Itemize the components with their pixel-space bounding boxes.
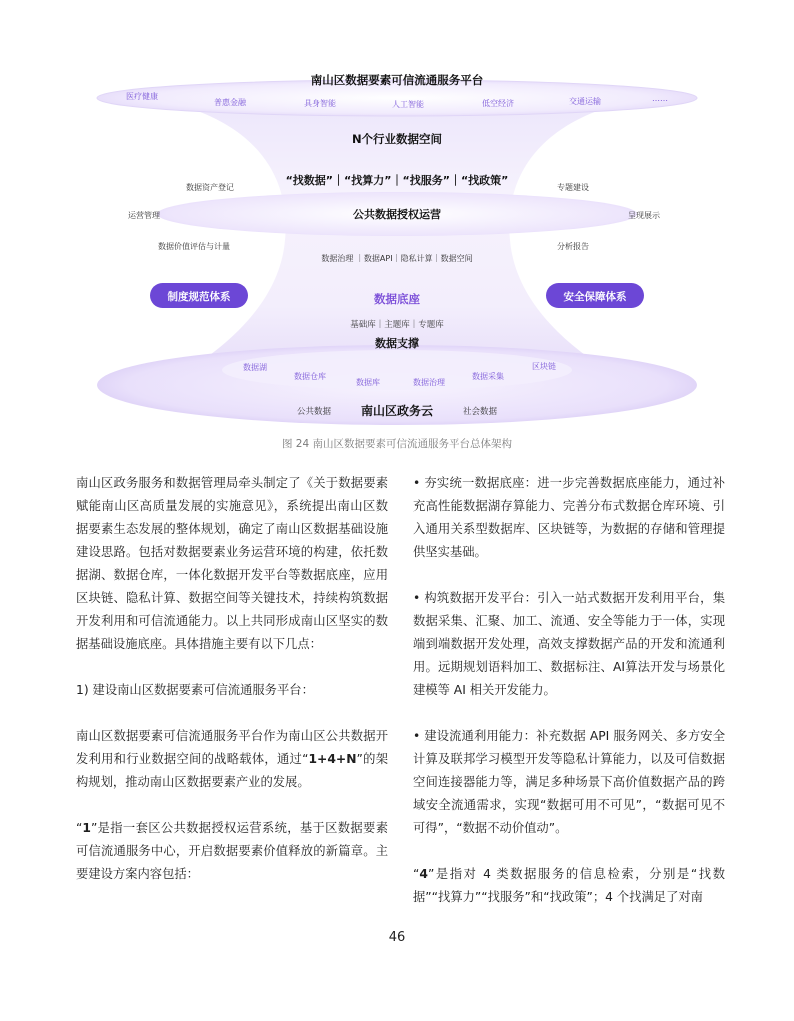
- section-heading: 1) 建设南山区数据要素可信流通服务平台：: [76, 683, 314, 697]
- paragraph: 南山区数据要素可信流通服务平台作为南山区公共数据开发利用和行业数据空间的战略载体，通过“1+4+N”的架构规划，推动南山区数据要素产业的发展。: [76, 729, 388, 789]
- data-support-title: 数据支撑: [375, 337, 419, 350]
- paragraph: “1”是指一套区公共数据授权运营系统，基于区数据要素可信流通服务中心，开启数据要素价值释放的新篇章。主要建设方案内容包括：: [76, 821, 388, 881]
- social-data-label: 社会数据: [462, 407, 498, 417]
- left-column: [76, 472, 388, 909]
- bottom-ring-item: 数据治理: [413, 378, 445, 387]
- bottom-ring-item: 数据库: [356, 378, 380, 387]
- bullet-item: • 建设流通利用能力：补充数据 API 服务网关、多方安全计算及联邦学习模型开发等隐私计算能力，以及可信数据空间连接器能力等，满足多种场景下高价值数据产品的跨域安全流通需求，实现“数据可用不可见”，“数据可见不可得”，“数据不动价值动”。: [413, 729, 725, 835]
- right-label: 专题建设: [557, 183, 589, 192]
- top-ring-item: 医疗健康: [126, 92, 158, 101]
- page-number: 46: [388, 930, 406, 945]
- right-label: 分析报告: [557, 242, 589, 251]
- right-pill-label: 安全保障体系: [563, 291, 627, 303]
- top-ring-item: 交通运输: [569, 97, 601, 106]
- diagram-title: 南山区数据要素可信流通服务平台: [310, 73, 484, 87]
- right-label: 呈现展示: [628, 211, 660, 220]
- public-data-label: 公共数据: [296, 407, 332, 417]
- paragraph: “4”是指对 4 类数据服务的信息检索，分别是“找数据”“找算力”“找服务”和“找政策”；4 个找满足了对南: [413, 867, 725, 904]
- four-finds: “找数据”｜“找算力”｜“找服务”｜“找政策”: [285, 174, 509, 187]
- gov-cloud-title: 南山区政务云: [360, 404, 434, 418]
- data-base-title: 数据底座: [374, 292, 420, 306]
- bottom-ring-item: 数据采集: [472, 372, 504, 381]
- top-ring-item: 人工智能: [392, 100, 424, 109]
- n-industry-title: N个行业数据空间: [351, 132, 443, 146]
- figure-caption: 图 24 南山区数据要素可信流通服务平台总体架构: [281, 438, 513, 450]
- libs-row: 基础库｜主题库｜专题库: [350, 320, 444, 330]
- top-ring-item: ……: [652, 94, 668, 103]
- bottom-ring-item: 区块链: [532, 362, 556, 371]
- bullet-item: • 夯实统一数据底座：进一步完善数据底座能力，通过补充高性能数据湖存算能力、完善分布式数据仓库环境、引入通用关系型数据库、区块链等，为数据的存储和管理提供坚实基础。: [413, 476, 725, 559]
- bottom-ring-item: 数据湖: [243, 363, 267, 372]
- left-label: 数据资产登记: [186, 183, 234, 192]
- architecture-diagram: [0, 0, 794, 430]
- tech-row: 数据治理 ｜数据API｜隐私计算｜数据空间: [321, 254, 473, 263]
- base-inner-ring: [222, 350, 572, 390]
- top-ring-item: 具身智能: [304, 99, 336, 108]
- top-ring-item: 低空经济: [482, 99, 514, 108]
- left-label: 数据价值评估与计量: [158, 242, 230, 251]
- left-pill-label: 制度规范体系: [167, 291, 231, 303]
- paragraph: 南山区政务服务和数据管理局牵头制定了《关于数据要素赋能南山区高质量发展的实施意见》，系统提出南山区数据要素生态发展的整体规划，确定了南山区数据基础设施建设思路。包括对数据要素业务运营环境的构建，依托数据湖、数据仓库，一体化数据开发平台等数据底座，应用区块链、隐私计算、数据空间等关键技术，持续构筑数据开发利用和可信流通能力。以上共同形成南山区坚实的数据基础设施底座。具体措施主要有以下几点：: [76, 476, 388, 651]
- top-ring-item: 普惠金融: [214, 98, 246, 107]
- right-column: [413, 472, 725, 932]
- public-ops-title: 公共数据授权运营: [353, 208, 441, 221]
- left-label: 运营管理: [128, 211, 160, 220]
- bottom-ring-item: 数据仓库: [294, 372, 326, 381]
- bullet-item: • 构筑数据开发平台：引入一站式数据开发利用平台，集数据采集、汇聚、加工、流通、安全等能力于一体，实现端到端数据开发处理，高效支撑数据产品的开发和流通利用。远期规划语料加工、数据标注、AI算法开发与场景化建模等 AI 相关开发能力。: [413, 591, 725, 697]
